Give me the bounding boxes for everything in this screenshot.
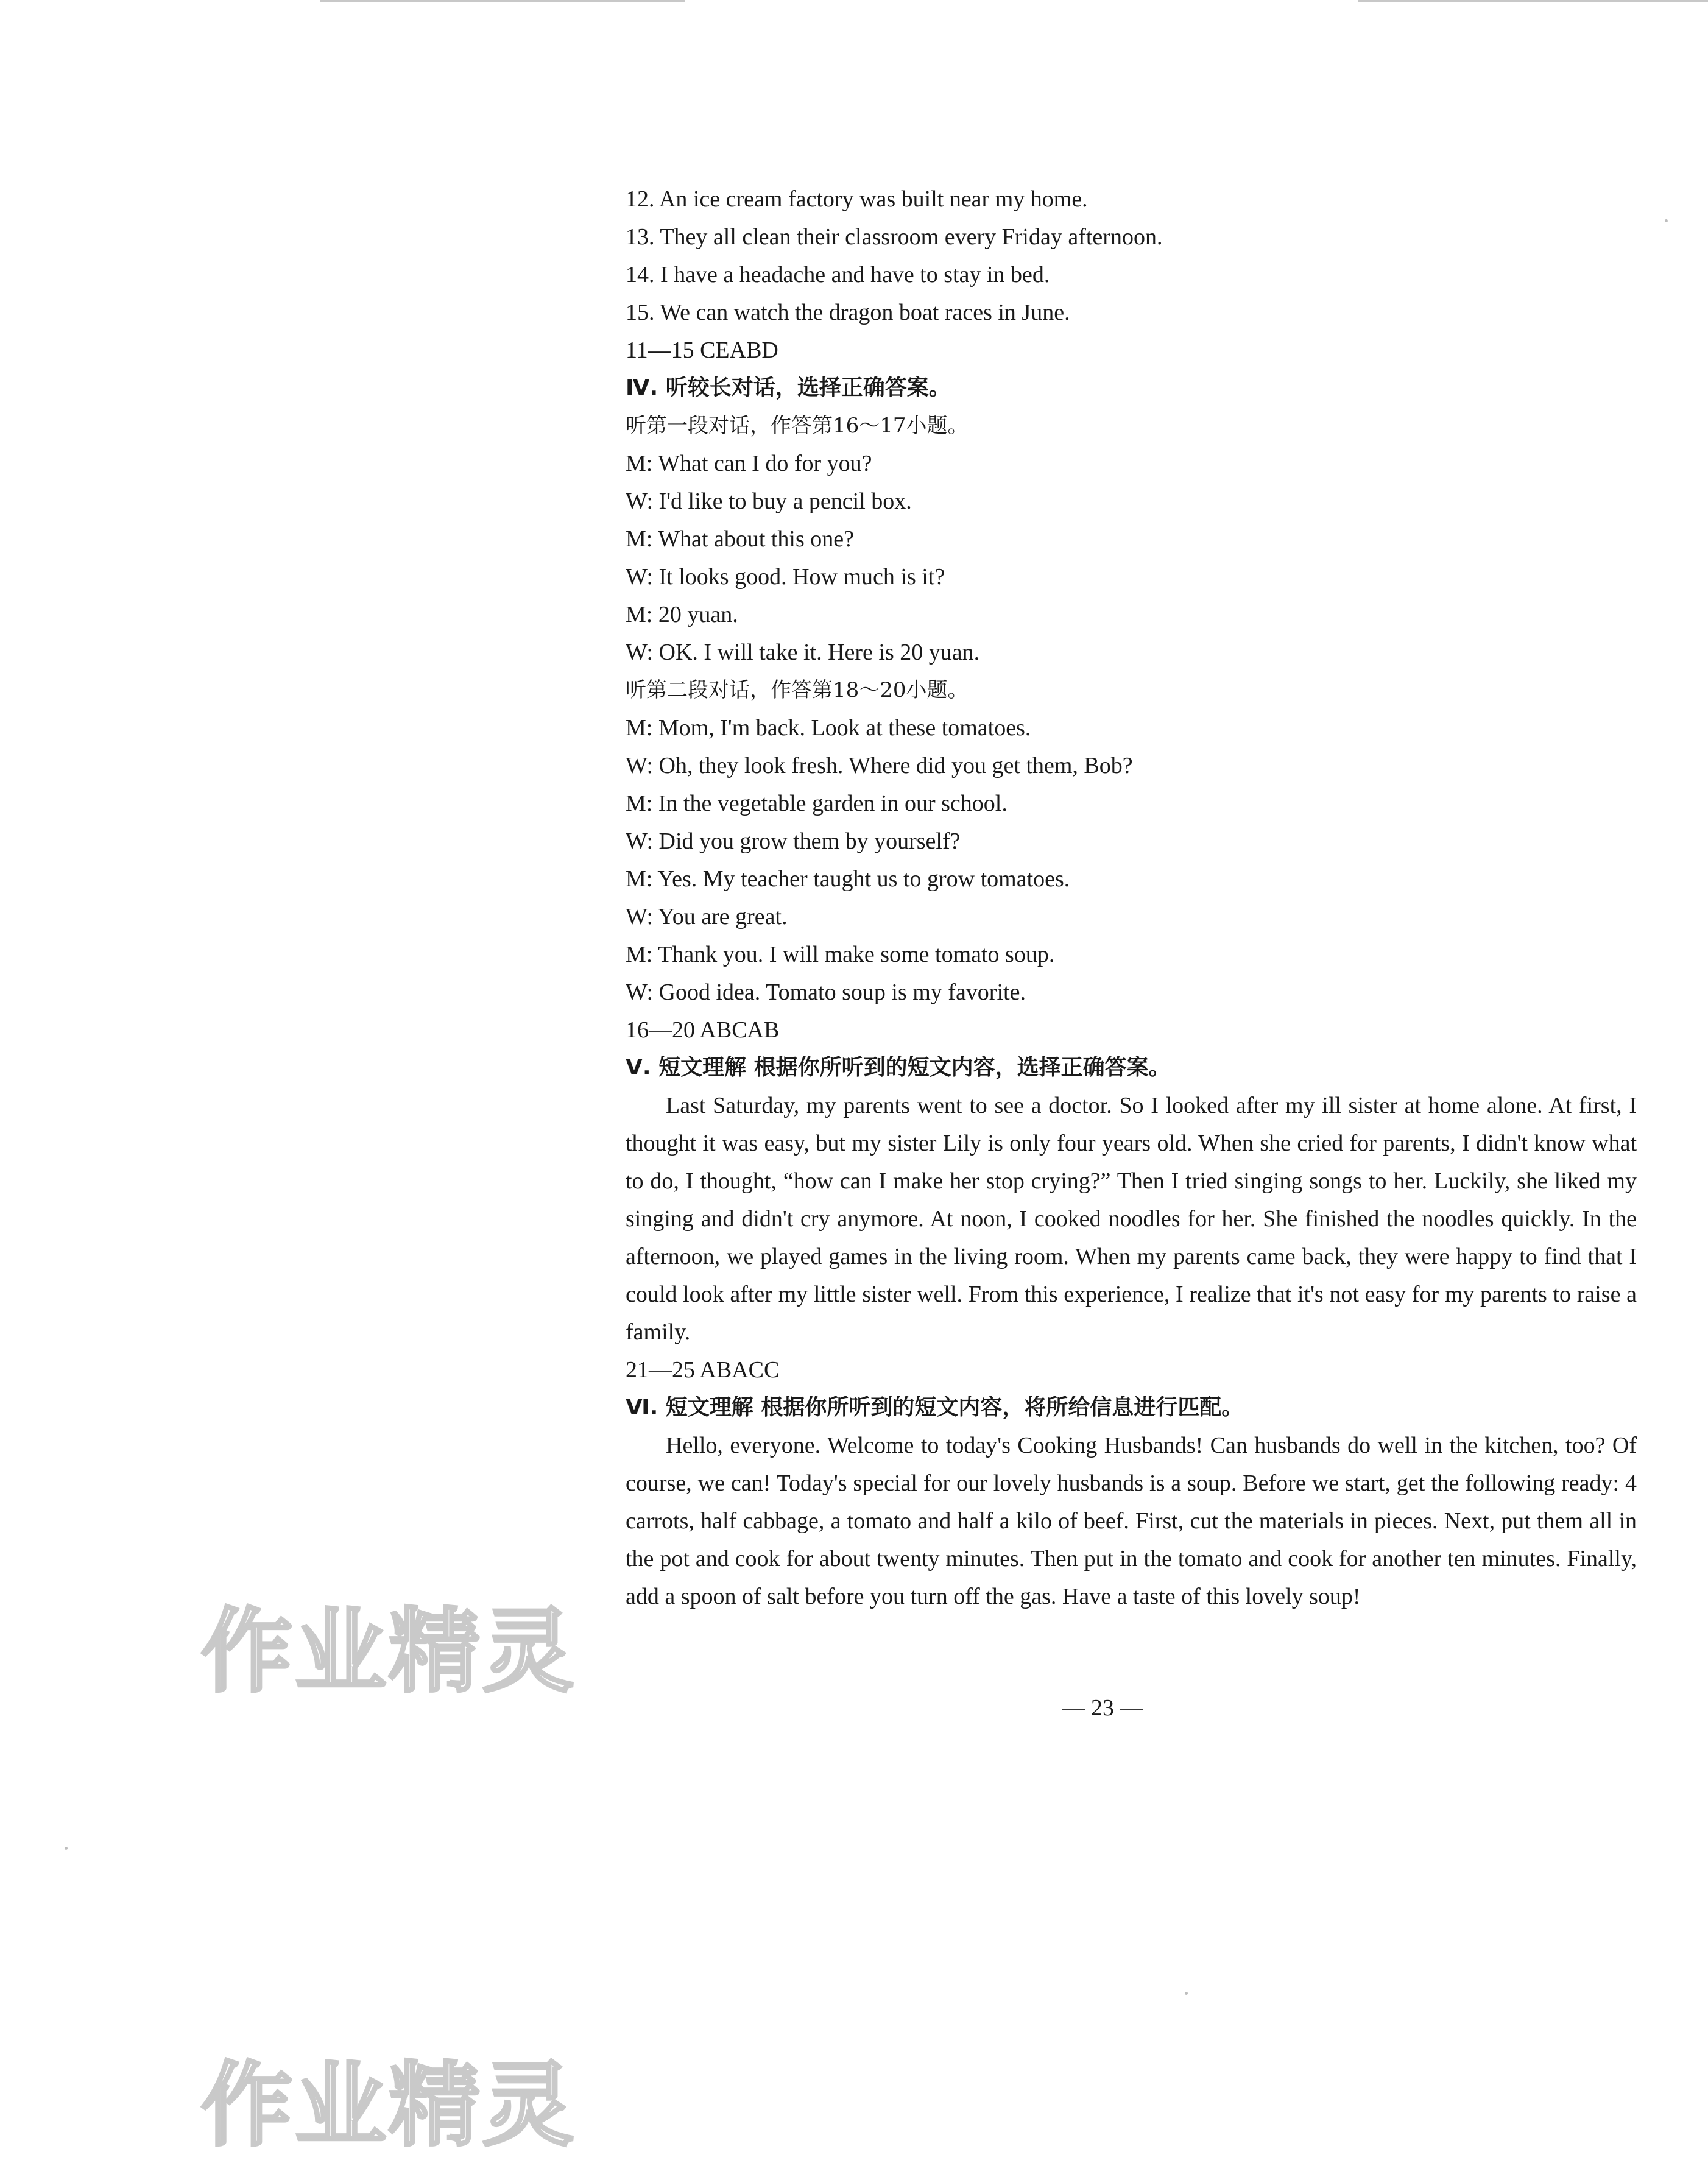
section-vi-heading: Ⅵ. 短文理解 根据你所听到的短文内容，将所给信息进行匹配。 <box>626 1395 1244 1420</box>
section-v-heading: Ⅴ. 短文理解 根据你所听到的短文内容，选择正确答案。 <box>626 1055 1171 1080</box>
scan-speck <box>65 1847 68 1850</box>
sentence-12: 12. An ice cream factory was built near my home. <box>626 186 1088 212</box>
scan-speck <box>1665 219 1668 222</box>
dialogue2-line: W: You are great. <box>626 904 788 930</box>
answers-16-20: 16—20 ABCAB <box>626 1017 780 1043</box>
dialogue2-line: W: Good idea. Tomato soup is my favorite. <box>626 979 1026 1005</box>
watermark-logo: 作业精灵 <box>201 2053 577 2159</box>
answers-21-25: 21—25 ABACC <box>626 1357 780 1383</box>
dialogue2-line: M: In the vegetable garden in our school. <box>626 791 1008 816</box>
top-scan-line-left <box>320 0 685 2</box>
dialogue2-instruction: 听第二段对话，作答第18～20小题。 <box>626 678 969 702</box>
sentence-13: 13. They all clean their classroom every Friday afternoon. <box>626 224 1163 250</box>
top-scan-line-right <box>1358 0 1708 2</box>
dialogue2-line: M: Thank you. I will make some tomato soup. <box>626 942 1055 967</box>
dialogue1-instruction: 听第一段对话，作答第16～17小题。 <box>626 414 969 438</box>
dialogue1-line: M: 20 yuan. <box>626 602 738 627</box>
sentence-15: 15. We can watch the dragon boat races in June. <box>626 300 1070 325</box>
section-iv-heading: Ⅳ. 听较长对话，选择正确答案。 <box>626 375 951 400</box>
section-vi-passage: Hello, everyone. Welcome to today's Cooking Husbands! Can husbands do well in the kitchen, too? Of course, we can! Today's special for our lovely husbands is a soup. Before we start, get the following ready: 4 carrots, half cabbage, a tomato and half a kilo of beef. First, cut the materials in pieces. Next, put them all in the pot and cook for about twenty minutes. Then put in the tomato and cook for another ten minutes. Finally, add a spoon of salt before you turn off the gas. Have a taste of this lovely soup! <box>626 1433 1637 1609</box>
scan-speck <box>1185 1992 1188 1995</box>
sentence-14: 14. I have a headache and have to stay in bed. <box>626 262 1050 288</box>
dialogue2-line: W: Did you grow them by yourself? <box>626 828 961 854</box>
watermark-logo: 作业精灵 <box>201 1599 577 1705</box>
dialogue1-line: M: What can I do for you? <box>626 451 872 476</box>
dialogue2-line: M: Yes. My teacher taught us to grow tomatoes. <box>626 866 1070 892</box>
page-number: — 23 — <box>1062 1695 1143 1721</box>
section-v-passage: Last Saturday, my parents went to see a doctor. So I looked after my ill sister at home alone. At first, I thought it was easy, but my sister Lily is only four years old. When she cried for parents, I didn't know what to do, I thought, “how can I make her stop crying?” Then I tried singing songs to her. Luckily, she liked my singing and didn't cry anymore. At noon, I cooked noodles for her. She finished the noodles quickly. In the afternoon, we played games in the living room. When my parents came back, they were happy to find that I could look after my little sister well. From this experience, I realize that it's not easy for my parents to raise a family. <box>626 1093 1637 1345</box>
dialogue1-line: W: It looks good. How much is it? <box>626 564 945 590</box>
answer-key-content <box>626 180 1637 1615</box>
answers-11-15: 11—15 CEABD <box>626 337 778 363</box>
dialogue2-line: W: Oh, they look fresh. Where did you get them, Bob? <box>626 753 1133 778</box>
dialogue2-line: M: Mom, I'm back. Look at these tomatoes. <box>626 715 1031 741</box>
dialogue1-line: W: I'd like to buy a pencil box. <box>626 489 912 514</box>
dialogue1-line: W: OK. I will take it. Here is 20 yuan. <box>626 640 980 665</box>
dialogue1-line: M: What about this one? <box>626 526 855 552</box>
